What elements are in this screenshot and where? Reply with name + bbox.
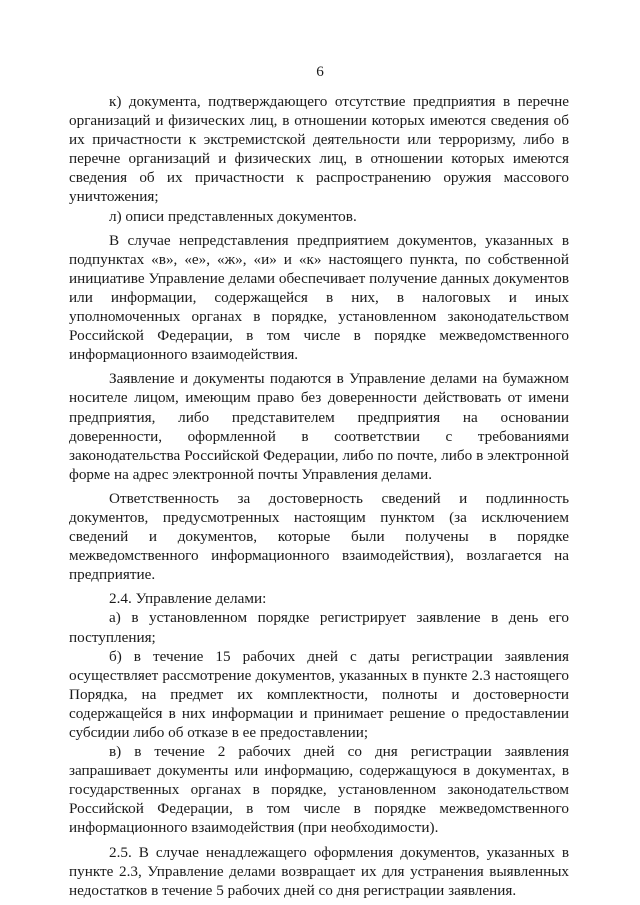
section-2-5: 2.5. В случае ненадлежащего оформления документов, указанных в пункте 2.3, Управление делами возвращает их для устранения выявленных недостатков в течение 5 рабочих дней со дня регистрации заявления. (69, 843, 569, 899)
section-2-4-heading: 2.4. Управление делами: (109, 590, 267, 608)
paragraph-l: л) описи представленных документов. (109, 207, 357, 225)
item-2-4-a: а) в установленном порядке регистрирует заявление в день его поступления; (69, 609, 569, 646)
paragraph-responsibility: Ответственность за достоверность сведений и подлинность документов, предусмотренных настоящим пунктом (за исключением сведений и документов, которые были получены в порядке межведомственного информационного взаимодействия), возлагается на предприятие. (69, 489, 569, 584)
paragraph-nonsubmission: В случае непредставления предприятием документов, указанных в подпунктах «в», «е», «ж», «и» и «к» настоящего пункта, по собственной инициативе Управление делами обеспечивает получение данных документов или информации, содержащейся в них, в налоговых и иных уполномоченных органах в порядке, установленном законодательством Российской Федерации, в том числе в порядке межведомственного информационного взаимодействия. (69, 231, 569, 364)
item-2-4-b: б) в течение 15 рабочих дней с даты регистрации заявления осуществляет рассмотрение документов, указанных в пункте 2.3 настоящего Порядка, на предмет их комплектности, полноты и достоверности содержащейся в них информации и принимает решение о предоставлении субсидии либо об отказе в ее предоставлении; (69, 647, 569, 741)
page-number: 6 (316, 63, 324, 80)
item-2-4-v: в) в течение 2 рабочих дней со дня регистрации заявления запрашивает документы или информацию, содержащуюся в документах, в государственных органах в порядке, установленном законодательством Российской Федерации, в том числе в порядке межведомственного информационного взаимодействия (при необходимости). (69, 743, 569, 837)
paragraph-submission: Заявление и документы подаются в Управление делами на бумажном носителе лицом, имеющим право без доверенности действовать от имени предприятия, либо представителем предприятия на основании доверенности, оформленной в соответствии с требованиями законодательства Российской Федерации, либо по почте, либо в электронной форме на адрес электронной почты Управления делами. (69, 370, 569, 483)
paragraph-k: к) документа, подтверждающего отсутствие предприятия в перечне организаций и физических лиц, в отношении которых имеются сведения об их причастности к экстремистской деятельности или терроризму, либо в перечне организаций и физических лиц, в отношении которых имеются сведения об их причастности к распространению оружия массового уничтожения; (69, 93, 569, 206)
document-body (69, 92, 569, 900)
